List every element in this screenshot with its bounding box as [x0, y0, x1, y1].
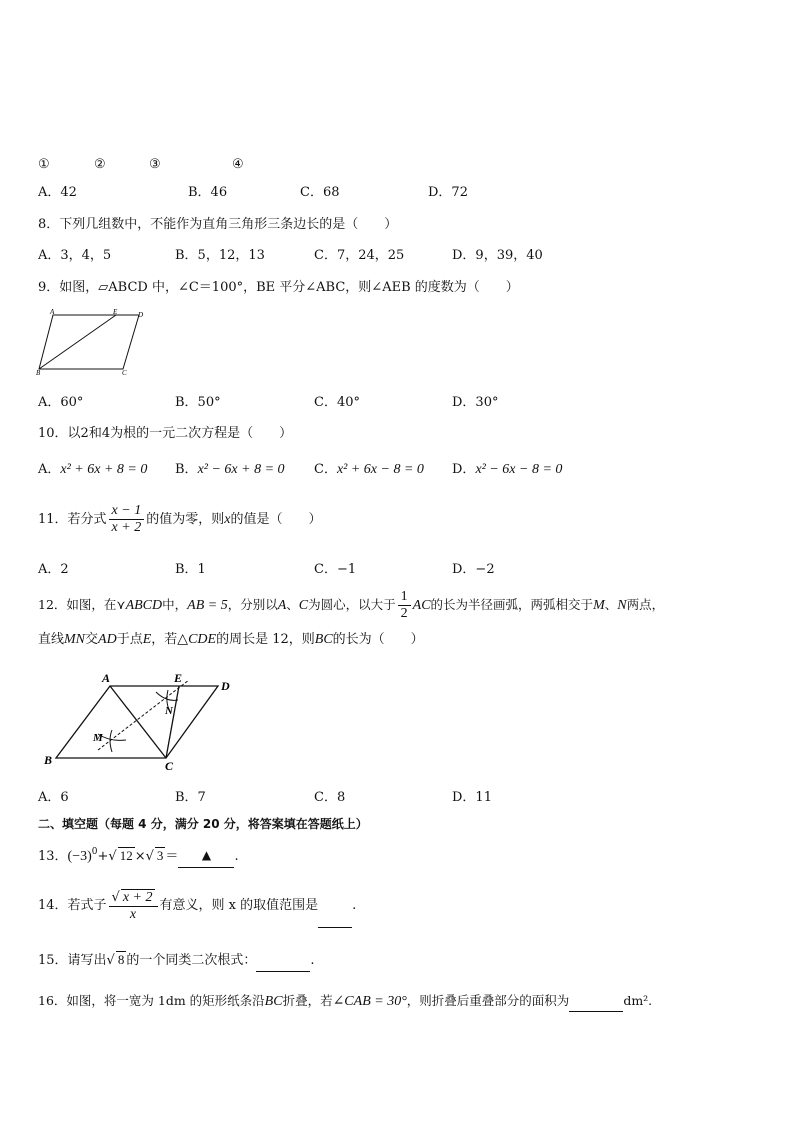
q11-denominator: x + 2 [111, 520, 142, 535]
q12-l2a: 直线 [38, 632, 65, 647]
q14-suffix: 有意义，则 x 的取值范围是 [159, 898, 319, 913]
q16-stem [38, 991, 652, 1012]
q9-label-b: B [36, 369, 41, 377]
q12-parallelogram-symbol: ⋎ [116, 597, 126, 612]
q11-option-c[interactable]: C．−1 [314, 562, 357, 577]
q12-frac-num: 1 [398, 589, 411, 606]
q12-l1m: 、 [604, 597, 618, 612]
q9-label-e: E [113, 308, 118, 316]
q11-option-d[interactable]: D．−2 [452, 562, 495, 577]
q12-l1l: M [593, 598, 605, 613]
q12-label-b: B [44, 753, 53, 767]
q8-stem: 8．下列几组数中，不能作为直角三角形三条边长的是（ ） [38, 217, 398, 232]
q15-radicand: 8 [117, 952, 125, 967]
q12-label-d: D [221, 679, 230, 693]
q7-label-3: ③ [149, 157, 161, 172]
q12-l1j: AC [412, 598, 431, 613]
q11-stem [38, 503, 321, 537]
q13-times: × [134, 849, 146, 864]
q13-radicand-2: 3 [156, 848, 164, 863]
q10-letter-b: B． [175, 462, 198, 477]
q12-l2h: △CDE [177, 632, 217, 647]
q12-l2i: 的周长是 12，则 [216, 632, 315, 647]
q12-l2e: 于点 [116, 632, 143, 647]
q10-equation-b: x² − 6x + 8 = 0 [197, 462, 285, 477]
q10-letter-d: D． [452, 462, 476, 477]
q12-l2g: ，若 [151, 632, 178, 647]
q10-equation-a: x² + 6x + 8 = 0 [60, 462, 148, 477]
q13-end: . [234, 849, 239, 864]
q9-parallelogram-figure [36, 306, 156, 378]
q7-option-c[interactable]: C．68 [300, 185, 340, 200]
q15-answer-blank[interactable] [256, 957, 310, 972]
q14-radical-sign: √ [111, 889, 120, 905]
q12-l1f: A [277, 598, 287, 613]
q16-prefix: 16．如图，将一宽为 1dm 的矩形纸条沿 [38, 993, 265, 1008]
q15-end: . [310, 953, 315, 968]
q12-l1h: C [298, 598, 309, 613]
q16-bc: BC [264, 994, 283, 1009]
q9-option-c[interactable]: C．40° [314, 395, 360, 410]
q7-label-1: ① [38, 157, 50, 172]
q16-answer-blank[interactable] [569, 997, 623, 1012]
q9-label-d: D [138, 311, 144, 319]
q12-l1g: 、 [286, 597, 299, 612]
q11-suffix2: 的值是（ ） [230, 512, 322, 527]
q7-option-b[interactable]: B．46 [188, 185, 228, 200]
q12-stem-line2 [38, 631, 424, 649]
q16-mid: 折叠，若 [282, 993, 333, 1008]
q13-base: (−3) [67, 849, 92, 864]
q8-option-b[interactable]: B．5，12，13 [175, 248, 265, 263]
q12-l1d: AB = 5 [187, 598, 228, 613]
q10-letter-c: C． [314, 462, 337, 477]
q13-equals: ＝ [165, 849, 179, 864]
q15-prefix: 15．请写出 [38, 953, 107, 968]
q7-label-2: ② [94, 157, 106, 172]
q11-var: x [224, 512, 231, 527]
q13-plus: + [97, 849, 109, 864]
q12-label-c: C [165, 759, 174, 773]
q10-option-a[interactable] [38, 461, 147, 479]
q14-radicand: x + 2 [122, 889, 153, 905]
q16-unit: dm². [623, 993, 653, 1008]
q9-stem: 9．如图，▱ABCD 中，∠C＝100°，BE 平分∠ABC，则∠AEB 的度数为（ ） [38, 280, 519, 295]
q15-suffix: 的一个同类二次根式： [126, 953, 257, 968]
q13-prefix: 13． [38, 849, 68, 864]
q9-label-a: A [50, 308, 55, 316]
q12-l1k: 的长为半径画弧，两弧相交于 [430, 597, 594, 612]
q12-l1b: ABCD [125, 598, 163, 613]
q12-l1c: 中， [162, 597, 188, 612]
q13-stem [38, 844, 239, 868]
q12-l2b: MN [64, 632, 86, 647]
q15-stem [38, 950, 315, 972]
q12-l2j: BC [314, 632, 333, 647]
q12-l2d: AD [98, 632, 117, 647]
q11-fraction [109, 503, 145, 536]
q15-radical-sign: √ [106, 953, 115, 968]
q12-l2c: 交 [85, 632, 99, 647]
q13-radical-sign-1: √ [108, 849, 117, 864]
q9-label-c: C [122, 369, 127, 377]
q7-option-a[interactable]: A．42 [38, 185, 77, 200]
q8-option-a[interactable]: A．3，4，5 [38, 248, 112, 263]
q14-end: . [352, 898, 357, 913]
q10-stem: 10．以2和4为根的一元二次方程是（ ） [38, 426, 293, 441]
q12-l1i: 为圆心，以大于 [308, 597, 396, 612]
q12-parallelogram-figure [38, 668, 248, 776]
q10-option-d[interactable] [452, 461, 562, 479]
q9-option-b[interactable]: B．50° [175, 395, 221, 410]
q11-option-b[interactable]: B．1 [175, 562, 206, 577]
q12-l1n: N [617, 598, 627, 613]
q12-label-e: E [174, 671, 183, 685]
q12-l1a: 12．如图，在 [38, 597, 117, 612]
q10-option-c[interactable] [314, 461, 424, 479]
q11-suffix: 的值为零，则 [146, 512, 225, 527]
q12-label-a: A [102, 671, 111, 685]
q13-triangle-icon: ▲ [201, 848, 212, 862]
q10-equation-c: x² + 6x − 8 = 0 [336, 462, 424, 477]
q12-option-b[interactable]: B．7 [175, 790, 206, 805]
q9-option-a[interactable]: A．60° [38, 395, 84, 410]
q11-prefix: 11．若分式 [38, 512, 107, 527]
q13-exponent: 0 [91, 847, 98, 857]
q10-option-b[interactable] [175, 461, 285, 479]
section2-heading: 二、填空题（每题 4 分，满分 20 分，将答案填在答题纸上） [38, 817, 368, 831]
q11-numerator: x − 1 [109, 503, 145, 520]
q12-option-a[interactable]: A．6 [38, 790, 69, 805]
q9-option-d[interactable]: D．30° [452, 395, 499, 410]
q14-prefix: 14．若式子 [38, 898, 107, 913]
q16-angle: ∠CAB = 30° [332, 994, 407, 1009]
q14-answer-blank[interactable] [318, 913, 352, 928]
q13-radical-sign-2: √ [145, 849, 154, 864]
q7-option-d[interactable]: D．72 [428, 185, 468, 200]
q14-fraction [109, 889, 158, 923]
q12-label-n: N [165, 705, 173, 717]
q11-option-a[interactable]: A．2 [38, 562, 69, 577]
q10-equation-d: x² − 6x − 8 = 0 [475, 462, 563, 477]
q12-stem-line1 [38, 588, 664, 623]
q14-stem [38, 884, 356, 928]
q8-option-d[interactable]: D．9，39，40 [452, 248, 543, 263]
q13-radicand-1: 12 [119, 848, 133, 863]
q10-letter-a: A． [38, 462, 61, 477]
q12-option-c[interactable]: C．8 [314, 790, 346, 805]
q12-half-fraction [398, 589, 411, 622]
q13-answer-blank[interactable] [178, 844, 234, 868]
q12-l2f: E [142, 632, 152, 647]
q14-denominator: x [129, 906, 137, 922]
q12-label-m: M [93, 732, 103, 744]
q8-option-c[interactable]: C．7，24，25 [314, 248, 405, 263]
q12-l2k: 的长为（ ） [332, 632, 424, 647]
q14-numerator [109, 889, 158, 907]
q12-option-d[interactable]: D．11 [452, 790, 492, 805]
q7-label-4: ④ [232, 157, 244, 172]
q12-l1e: ，分别以 [227, 597, 278, 612]
q12-l1o: 两点， [626, 597, 665, 612]
q16-suffix: ，则折叠后重叠部分的面积为 [406, 993, 570, 1008]
q12-frac-den: 2 [400, 606, 408, 621]
